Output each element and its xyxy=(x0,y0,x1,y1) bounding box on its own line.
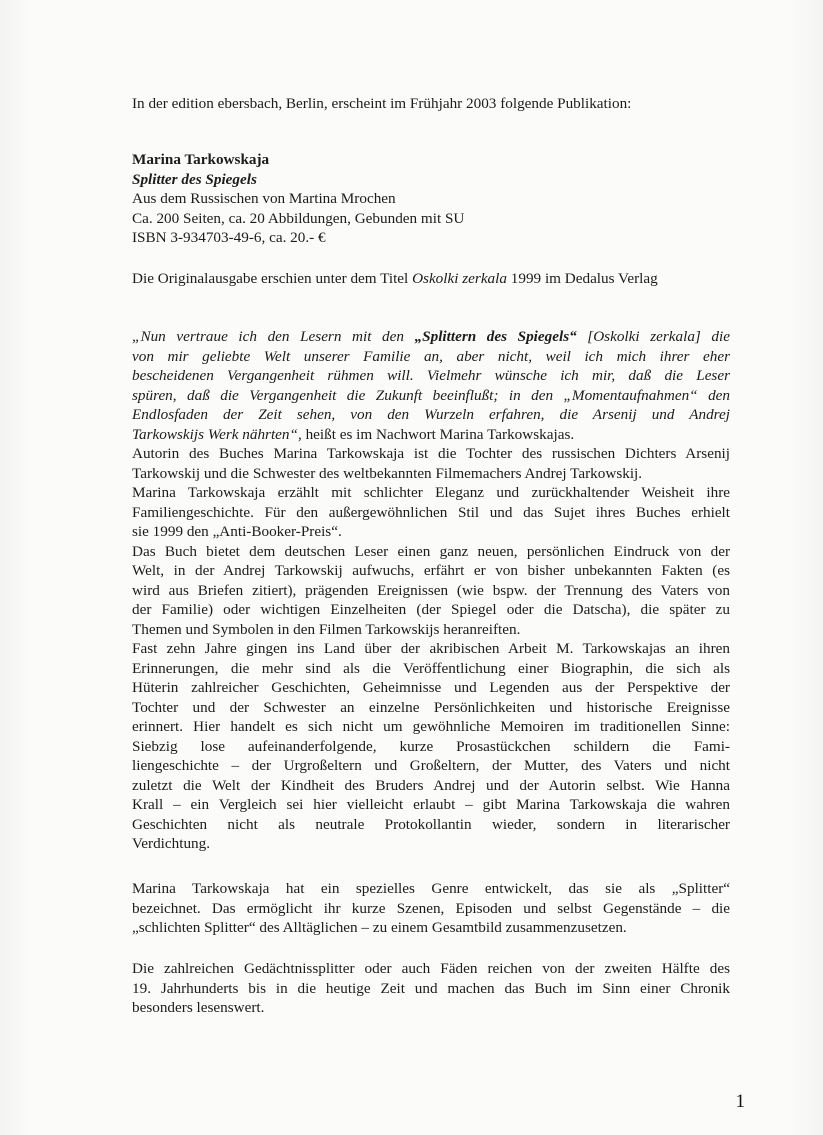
original-suffix: 1999 im Dedalus Verlag xyxy=(506,270,658,287)
text-line: Siebzig lose aufeinanderfolgende, kurze Prosastückchen schildern die Fami- xyxy=(132,737,730,755)
quote-line: bescheidenen Vergangenheit rühmen will. Vielmehr wünsche ich mir, daß die Leser xyxy=(132,367,730,384)
quote-text: Tarkowskijs Werk nährten“ xyxy=(132,425,298,443)
text-line: erinnert. Hier handelt es sich nicht um gewöhnliche Memoiren im traditionellen Sinne: xyxy=(132,718,730,735)
text-line: Welt, in der Andrej Tarkowskij aufwuchs, erfährt er von bisher unbekannten Fakten (es xyxy=(132,562,730,579)
original-prefix: Die Originalausgabe erschien unter dem Titel xyxy=(132,270,413,287)
original-title: Oskolki zerkala xyxy=(412,270,507,287)
main-text xyxy=(132,327,730,854)
text-line: Geschichten nicht als neutrale Protokollantin wieder, sondern in literarischer xyxy=(132,815,730,833)
quote-line: von mir geliebte Welt unserer Familie an, aber nicht, weil ich mich ihrer eher xyxy=(132,347,730,365)
intro-text: In der edition ebersbach, Berlin, erscheint im Frühjahr 2003 folgende Publikation: xyxy=(132,95,632,112)
quote-book-title: „Splittern des Spiegels“ xyxy=(414,328,577,345)
text-line: Themen und Symbolen in den Filmen Tarkowskijs heranreiften. xyxy=(132,620,521,638)
text-line: 19. Jahrhunderts bis in die heutige Zeit und machen das Buch im Sinn einer Chronik xyxy=(132,979,730,997)
book-isbn: ISBN 3-934703-49-6, ca. 20.- € xyxy=(132,229,326,246)
original-edition-line xyxy=(132,269,730,289)
book-info xyxy=(132,150,730,248)
book-translator: Aus dem Russischen von Martina Mrochen xyxy=(132,190,396,207)
text-line: Marina Tarkowskaja hat ein spezielles Genre entwickelt, das sie als „Splitter“ xyxy=(132,880,730,897)
text-line: Familiengeschichte. Für den außergewöhnlichen Stil und das Sujet ihres Buches erhielt xyxy=(132,503,730,521)
book-author: Marina Tarkowskaja xyxy=(132,151,270,168)
text-line: Das Buch bietet dem deutschen Leser einen ganz neuen, persönlichen Eindruck von der xyxy=(132,542,730,560)
text-line: Verdichtung. xyxy=(132,835,211,852)
quote-line xyxy=(132,327,730,347)
text-line: liengeschichte – der Urgroßeltern und Großeltern, der Mutter, des Vaters und nicht xyxy=(132,757,730,774)
quote-text: [Oskolki zerkala] die xyxy=(576,328,730,345)
chronicle-paragraph xyxy=(132,959,730,1018)
page-number: 1 xyxy=(735,1091,745,1112)
quote-text: „Nun vertraue ich den Lesern mit den xyxy=(132,328,415,345)
text-line: Hüterin zahlreicher Geschichten, Geheimnisse und Legenden aus der Perspektive der xyxy=(132,679,730,696)
text-line: wird aus Briefen zitiert), prägenden Ereignissen (wie bspw. der Trennung des Vaters von xyxy=(132,581,730,599)
book-title: Splitter des Spiegels xyxy=(132,170,257,188)
quote-line: Endlosfaden der Zeit sehen, von den Wurzeln erfahren, die Arsenij und Andrej xyxy=(132,406,730,423)
text-line: zuletzt die Welt der Kindheit des Bruders Andrej und der Autorin selbst. Wie Hanna xyxy=(132,776,730,794)
text-line: Tochter und der Schwester an einzelne Persönlichkeiten und historische Ereignisse xyxy=(132,698,730,716)
quote-attribution: , heißt es im Nachwort Marina Tarkowskajas. xyxy=(297,425,575,443)
text-line: Krall – ein Vergleich sei hier vielleicht erlaubt – gibt Marina Tarkowskaja die wahren xyxy=(132,796,730,813)
text-line: Fast zehn Jahre gingen ins Land über der akribischen Arbeit M. Tarkowskajas an ihren xyxy=(132,640,730,657)
text-line: der Familie) oder wichtigen Einzelheiten (der Spiegel oder die Datscha), die später zu xyxy=(132,601,730,618)
text-line: Tarkowskij und die Schwester des weltbekannten Filmemachers Andrej Tarkowskij. xyxy=(132,464,643,482)
quote-line: spüren, daß die Vergangenheit die Zukunft beeinflußt; in den „Momentaufnahmen“ den xyxy=(132,386,730,404)
book-details: Ca. 200 Seiten, ca. 20 Abbildungen, Gebunden mit SU xyxy=(132,209,465,227)
original-edition xyxy=(132,269,730,289)
text-line: Erinnerungen, die mehr sind als die Veröffentlichung einer Biographin, die sich als xyxy=(132,659,730,677)
splitter-paragraph xyxy=(132,879,730,938)
intro-line xyxy=(132,94,730,114)
text-line: sie 1999 den „Anti-Booker-Preis“. xyxy=(132,523,342,540)
text-line: Marina Tarkowskaja erzählt mit schlichter Eleganz und zurückhaltender Weisheit ihre xyxy=(132,484,730,501)
text-line: besonders lesenswert. xyxy=(132,999,265,1016)
text-line: Die zahlreichen Gedächtnissplitter oder auch Fäden reichen von der zweiten Hälfte des xyxy=(132,960,730,977)
text-line: „schlichten Splitter“ des Alltäglichen – zu einem Gesamtbild zusammenzusetzen. xyxy=(132,919,627,936)
body-paragraph xyxy=(132,444,730,854)
text-line: bezeichnet. Das ermöglicht ihr kurze Szenen, Episoden und selbst Gegenstände – die xyxy=(132,899,730,917)
text-line: Autorin des Buches Marina Tarkowskaja ist die Tochter des russischen Dichters Arsenij xyxy=(132,445,730,462)
quote-line xyxy=(132,425,730,445)
